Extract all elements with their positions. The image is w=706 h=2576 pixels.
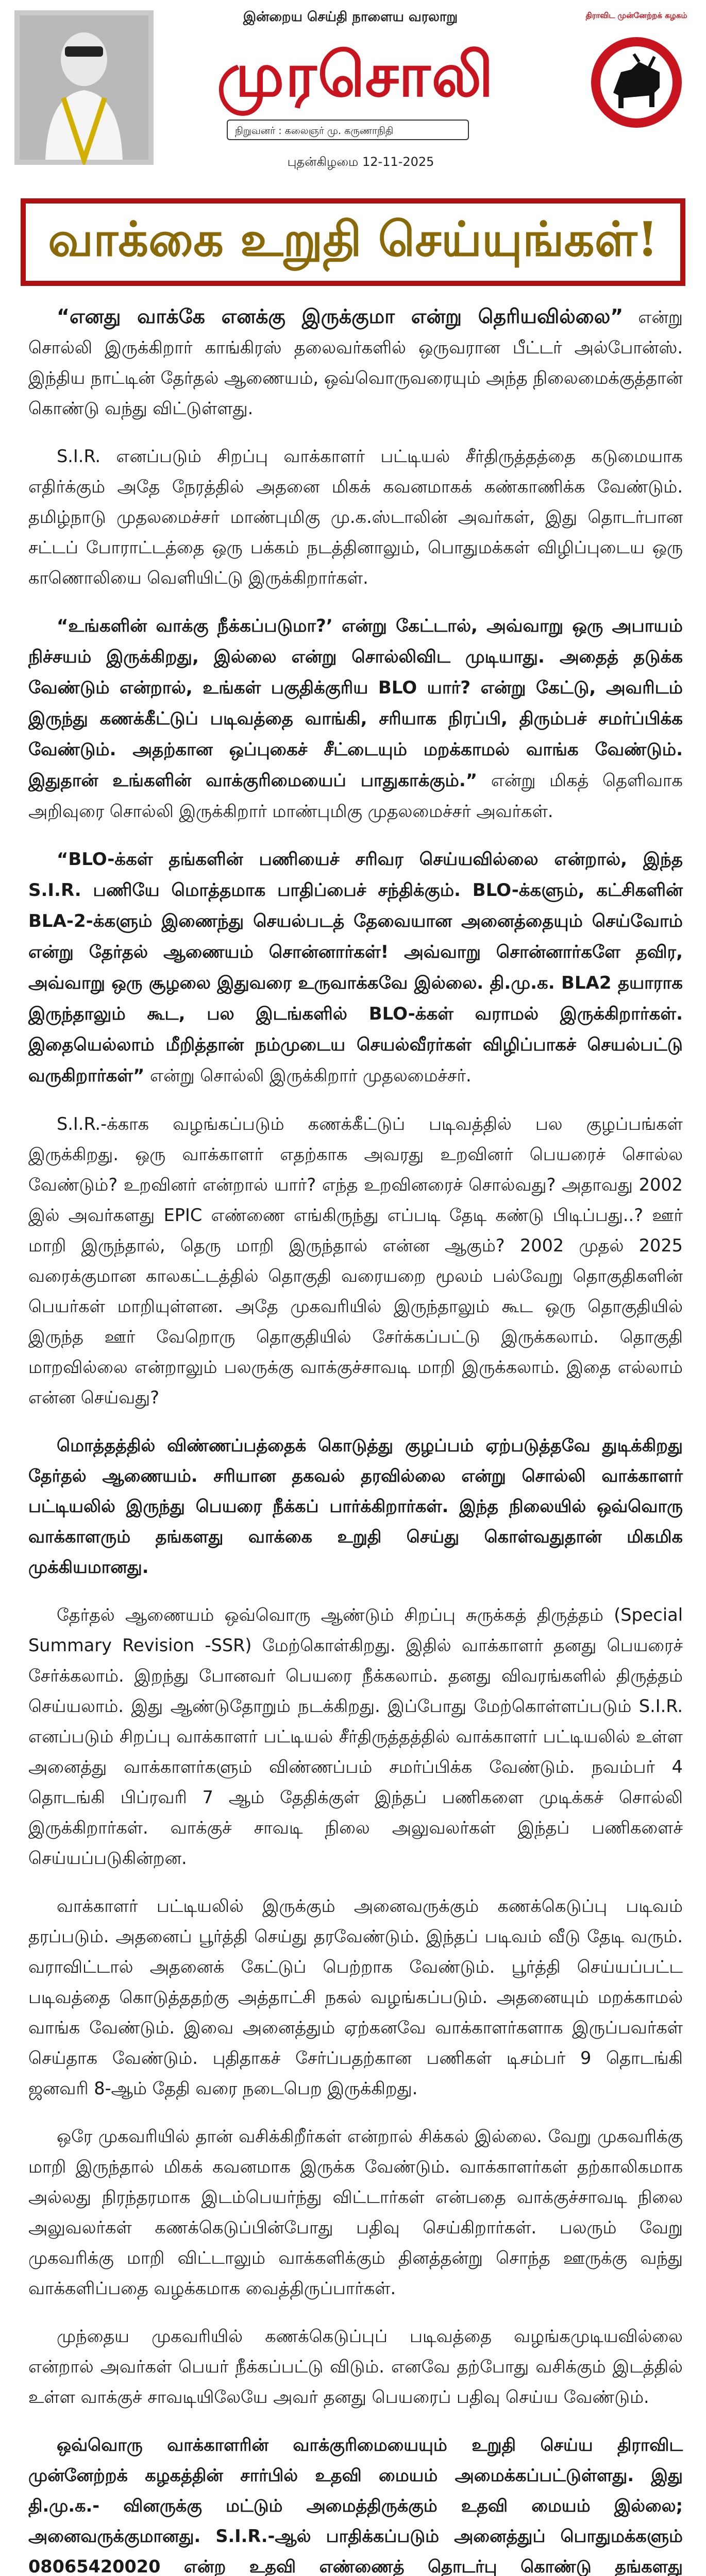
founder-credit: நிறுவனர் : கலைஞர் மு. கருணாநிதி — [227, 120, 469, 140]
paragraph-1 — [28, 301, 683, 423]
lead-quote: “எனது வாக்கே எனக்கு இருக்குமா என்று தெரியவில்லை” — [57, 305, 624, 328]
paragraph-8: வாக்காளர் பட்டியலில் இருக்கும் அனைவருக்கும் கணக்கெடுப்பு படிவம் தரப்படும். அதனைப் பூர்த்தி செய்து தரவேண்டும். இந்தப் படிவம் வீடு தேடி வரும். வராவிட்டால் அதனைக் கேட்டுப் பெற்றாக வேண்டும். பூர்த்தி செய்யப்பட்ட படிவத்தை கொடுத்ததற்கு அத்தாட்சி நகல் வழங்கப்படும். அதனையும் மறக்காமல் வாங்க வேண்டும். இவை அனைத்தும் ஏற்கனவே வாக்காளர்களாக இருப்பவர்கள் செய்தாக வேண்டும். புதிதாகச் சேர்ப்பதற்கான பணிகள் டிசம்பர் 9 தொடங்கி ஜனவரி 8-ஆம் தேதி வரை நடைபெற இருக்கிறது. — [28, 1896, 683, 2098]
paragraph-7: தேர்தல் ஆணையம் ஒவ்வொரு ஆண்டும் சிறப்பு சுருக்கத் திருத்தம் (Special Summary Revision -SSR) மேற்கொள்கிறது. இதில் வாக்காளர் தனது பெயரைச் சேர்க்கலாம். இறந்து போனவர் பெயரை நீக்கலாம். தனது விவரங்களில் திருத்தம் செய்யலாம். இது ஆண்டுதோறும் நடக்கிறது. இப்போது மேற்கொள்ளப்படும் S.I.R. எனப்படும் சிறப்பு வாக்காளர் பட்டியல் சீர்திருத்தத்தில் வாக்காளர் பட்டியலில் உள்ள அனைத்து வாக்காளர்களும் விண்ணப்பம் சமர்ப்பிக்க வேண்டும். நவம்பர் 4 தொடங்கி பிப்ரவரி 7 ஆம் தேதிக்குள் இந்தப் பணிகளை முடிக்கச் சொல்லி இருக்கிறார்கள். வாக்குச் சாவடி நிலை அலுவலர்கள் இந்தப் பணிகளைச் செய்யப்படுகின்றன. — [28, 1605, 683, 1868]
paragraph-5: S.I.R.-க்காக வழங்கப்படும் கணக்கீட்டுப் படிவத்தில் பல குழப்பங்கள் இருக்கிறது. ஒரு வாக்காளர் எதற்காக அவரது உறவினர் பெயரைச் சொல்ல வேண்டும்? உறவினர் என்றால் யார்? எந்த உறவினரைச் சொல்வது? அதாவது 2002 இல் அவர்களது EPIC எண்ணை எங்கிருந்து எப்படி தேடி கண்டு பிடிப்பது..? ஊர் மாறி இருந்தால், தெரு மாறி இருந்தால் என்ன ஆகும்? 2002 முதல் 2025 வரைக்குமான காலகட்டத்தில் தொகுதி வரையறை மூலம் பல்வேறு தொகுதிகளின் பெயர்கள் மாறியுள்ளன. அதே முகவரியில் இருந்தாலும் கூட ஒரு தொகுதியில் இருந்த ஊர் வேறொரு தொகுதியில் சேர்க்கப்பட்டு இருக்கலாம். தொகுதி மாறவில்லை என்றாலும் பலருக்கு வாக்குச்சாவடி மாறி இருக்கலாம். இதை எல்லாம் என்ன செய்வது? — [28, 1114, 683, 1408]
issue-date: புதன்கிழமை 12-11-2025 — [287, 155, 434, 169]
headline-box — [21, 198, 685, 286]
cm-quote-2: “BLO-க்கள் தங்களின் பணியைச் சரிவர செய்யவில்லை என்றால், இந்த S.I.R. பணியே மொத்தமாக பாதிப்பைச் சந்திக்கும். BLO-க்களும், கட்சிகளின் BLA-2-க்களும் இணைந்து செயல்படத் தேவையான அனைத்தையும் செய்வோம் என்று தேர்தல் ஆணையம் சொன்னார்கள்! அவ்வாறு சொன்னார்களே தவிர, அவ்வாறு ஒரு சூழலை இதுவரை உருவாக்கவே இல்லை. தி.மு.க. BLA2 தயாராக இருந்தாலும் கூட, பல இடங்களில் BLO-க்கள் வராமல் இருக்கிறார்கள். இதையெல்லாம் மீறித்தான் நம்முடைய செயல்வீரர்கள் விழிப்பாகச் செயல்பட்டு வருகிறார்கள்” — [28, 849, 683, 1086]
masthead — [0, 0, 706, 185]
headline: வாக்கை உறுதி செய்யுங்கள்! — [48, 211, 658, 267]
paragraph-9: ஒரே முகவரியில் தான் வசிக்கிறீர்கள் என்றால் சிக்கல் இல்லை. வேறு முகவரிக்கு மாறி இருந்தால் மிகக் கவனமாக இருக்க வேண்டும். வாக்காளர்கள் தற்காலிகமாக அல்லது நிரந்தரமாக இடம்பெயர்ந்து விட்டார்கள் என்பதை வாக்குச்சாவடி நிலை அலுவலர்கள் கணக்கெடுப்பின்போது பதிவு செய்கிறார்கள். பலரும் வேறு முகவரிக்கு மாறி விட்டாலும் வாக்களிக்கும் தினத்தன்று சொந்த ஊருக்கு வந்து வாக்களிப்பதை வழக்கமாக வைத்திருப்பார்கள். — [28, 2126, 683, 2298]
paragraph-10: முந்தைய முகவரியில் கணக்கெடுப்புப் படிவத்தை வழங்கமுடியவில்லை என்றால் அவர்கள் பெயர் நீக்கப்பட்டு விடும். எனவே தற்போது வசிக்கும் இடத்தில் உள்ள வாக்குச் சாவடியிலேயே அவர் தனது பெயரைப் பதிவு செய்ய வேண்டும். — [28, 2326, 683, 2407]
paragraph-1-text: என்று சொல்லி இருக்கிறார் காங்கிரஸ் தலைவர்களில் ஒருவரான பீட்டர் அல்போன்ஸ். இந்திய நாட்டின் தேர்தல் ஆணையம், ஒவ்வொருவரையும் அந்த நிலைமைக்குத்தான் கொண்டு வந்து விட்டுள்ளது. — [28, 307, 683, 418]
portrait-image — [14, 10, 154, 165]
editorial-article — [28, 301, 683, 2576]
newspaper-logo: முரசொலி — [216, 39, 495, 110]
paragraph-3-text: என்று மிகத் தெளிவாக அறிவுரை சொல்லி இருக்கிறார் மாண்புமிகு முதலமைச்சர் அவர்கள். — [28, 770, 683, 821]
paragraph-2: S.I.R. எனப்படும் சிறப்பு வாக்காளர் பட்டியல் சீர்திருத்தத்தை கடுமையாக எதிர்க்கும் அதே நேரத்தில் அதனை மிகக் கவனமாகக் கண்காணிக்க வேண்டும். தமிழ்நாடு முதலமைச்சர் மாண்புமிகு மு.க.ஸ்டாலின் அவர்கள், இது தொடர்பான சட்டப் போராட்டத்தை ஒரு பக்கம் நடத்தினாலும், பொதுமக்கள் விழிப்புடைய ஒரு காணொலியை வெளியிட்டு இருக்கிறார்கள். — [28, 446, 683, 588]
cm-quote-1: “உங்களின் வாக்கு நீக்கப்படுமா?’ என்று கேட்டால், அவ்வாறு ஒரு அபாயம் நிச்சயம் இருக்கிறது, இல்லை என்று சொல்லிவிட முடியாது. அதைத் தடுக்க வேண்டும் என்றால், உங்கள் பகுதிக்குரிய BLO யார்? என்று கேட்டு, அவரிடம் இருந்து கணக்கீட்டுப் படிவத்தை வாங்கி, சரியாக நிரப்பி, திரும்பச் சமர்ப்பிக்க வேண்டும். அதற்கான ஒப்புகைச் சீட்டையும் மறக்காமல் வாங்க வேண்டும். இதுதான் உங்களின் வாக்குரிமையைப் பாதுகாக்கும்.” — [28, 616, 683, 791]
paragraph-11: ஒவ்வொரு வாக்காளரின் வாக்குரிமையையும் உறுதி செய்ய திராவிட முன்னேற்றக் கழகத்தின் சார்பில் உதவி மையம் அமைக்கப்பட்டுள்ளது. இது தி.மு.க.- வினருக்கு மட்டும் அமைத்திருக்கும் உதவி மையம் இல்லை; அனைவருக்குமானது. S.I.R.-ஆல் பாதிக்கப்படும் அனைத்துப் பொதுமக்களும் 08065420020 என்ற உதவி எண்ணைத் தொடர்பு கொண்டு தங்களது — [28, 2435, 683, 2576]
paragraph-4-text: என்று சொல்லி இருக்கிறார் முதலமைச்சர். — [144, 1065, 472, 1086]
founder-portrait — [14, 10, 154, 165]
masthead-tagline: இன்றைய செய்தி நாளைய வரலாறு — [243, 9, 458, 25]
paragraph-6: மொத்தத்தில் விண்ணப்பத்தைக் கொடுத்து குழப்பம் ஏற்படுத்தவே துடிக்கிறது தேர்தல் ஆணையம். சரியான தகவல் தரவில்லை என்று சொல்லி வாக்காளர் பட்டியலில் இருந்து பெயரை நீக்கப் பார்க்கிறார்கள். இந்த நிலையில் ஒவ்வொரு வாக்காளரும் தங்களது வாக்கை உறுதி செய்து கொள்வதுதான் மிகமிக முக்கியமானது. — [28, 1435, 683, 1577]
paragraph-4 — [28, 844, 683, 1091]
paragraph-3 — [28, 611, 683, 826]
emblem-icon — [582, 10, 691, 134]
emblem-caption: திராவிட முன்னேற்றக் கழகம் — [585, 11, 687, 20]
party-emblem — [582, 10, 691, 134]
